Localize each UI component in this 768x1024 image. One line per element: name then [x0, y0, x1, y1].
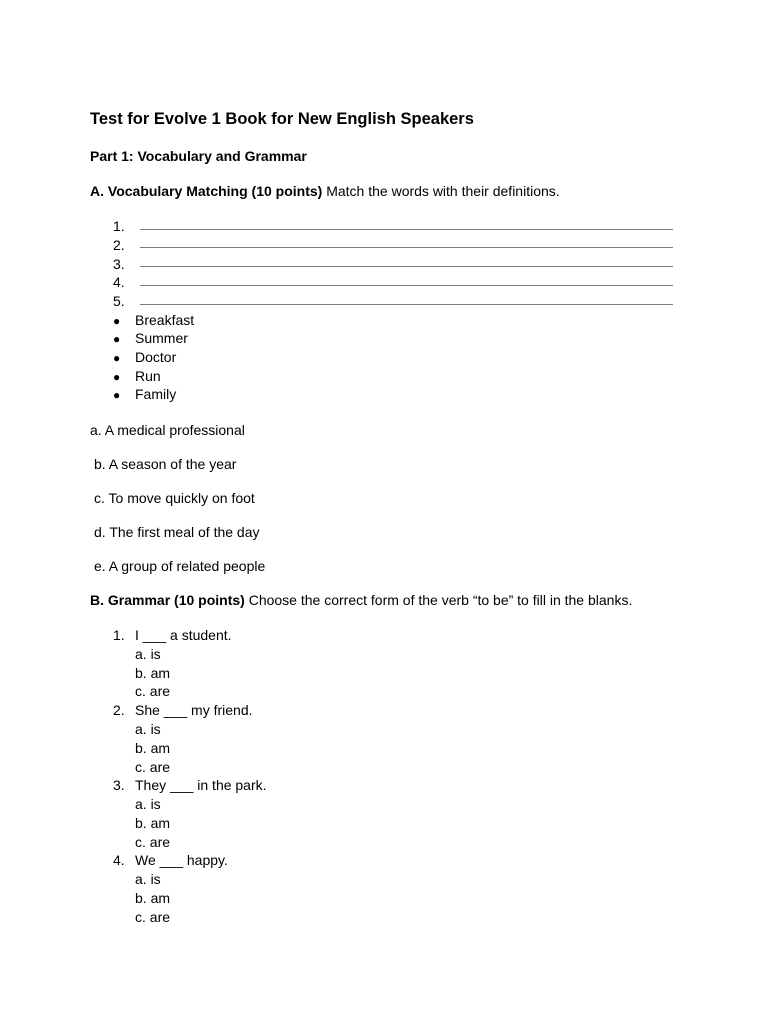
answer-option[interactable]: b. am — [135, 740, 171, 756]
blank-number: 2. — [113, 237, 125, 253]
bullet-icon: ● — [113, 351, 121, 365]
part-heading: Part 1: Vocabulary and Grammar — [90, 148, 307, 164]
definition-item: d. The first meal of the day — [94, 524, 260, 540]
definition-item: c. To move quickly on foot — [94, 490, 255, 506]
answer-option[interactable]: c. are — [135, 909, 171, 925]
answer-blank-line[interactable] — [140, 304, 673, 305]
question-text: I ___ a student. — [135, 627, 232, 643]
bullet-icon: ● — [113, 370, 121, 384]
answer-blank-line[interactable] — [140, 229, 673, 230]
blank-number: 3. — [113, 256, 125, 272]
answer-blank-line[interactable] — [140, 247, 673, 248]
blank-number: 4. — [113, 274, 125, 290]
question-number: 1. — [113, 627, 125, 643]
answer-blank-line[interactable] — [140, 285, 673, 286]
answer-option[interactable]: a. is — [135, 721, 161, 737]
definition-item: a. A medical professional — [90, 422, 245, 438]
question-number: 4. — [113, 852, 125, 868]
question-number: 3. — [113, 777, 125, 793]
question-number: 2. — [113, 702, 125, 718]
answer-option[interactable]: a. is — [135, 796, 161, 812]
vocab-word: Doctor — [135, 349, 177, 365]
vocab-word: Family — [135, 386, 177, 402]
answer-option[interactable]: a. is — [135, 646, 161, 662]
question-text: We ___ happy. — [135, 852, 228, 868]
blank-number: 1. — [113, 218, 125, 234]
section-b-heading — [90, 592, 632, 608]
vocab-word: Summer — [135, 330, 188, 346]
definition-item: e. A group of related people — [94, 558, 266, 574]
bullet-icon: ● — [113, 314, 121, 328]
question-text: They ___ in the park. — [135, 777, 267, 793]
vocab-word: Breakfast — [135, 312, 195, 328]
question-text: She ___ my friend. — [135, 702, 253, 718]
document-title: Test for Evolve 1 Book for New English Speakers — [90, 110, 474, 128]
answer-option[interactable]: c. are — [135, 834, 171, 850]
answer-option[interactable]: b. am — [135, 890, 171, 906]
bullet-icon: ● — [113, 332, 121, 346]
answer-option[interactable]: a. is — [135, 871, 161, 887]
answer-option[interactable]: b. am — [135, 665, 171, 681]
section-b-label: B. Grammar (10 points) — [90, 592, 245, 608]
section-b-instruction: Choose the correct form of the verb “to be” to fill in the blanks. — [244, 592, 633, 608]
blank-number: 5. — [113, 293, 125, 309]
section-a-label: A. Vocabulary Matching (10 points) — [90, 183, 323, 199]
answer-option[interactable]: c. are — [135, 683, 171, 699]
answer-option[interactable]: c. are — [135, 759, 171, 775]
vocab-word: Run — [135, 368, 161, 384]
section-a-heading — [90, 183, 560, 199]
bullet-icon: ● — [113, 388, 121, 402]
answer-option[interactable]: b. am — [135, 815, 171, 831]
definition-item: b. A season of the year — [94, 456, 237, 472]
answer-blank-line[interactable] — [140, 266, 673, 267]
section-a-instruction: Match the words with their definitions. — [322, 183, 560, 199]
